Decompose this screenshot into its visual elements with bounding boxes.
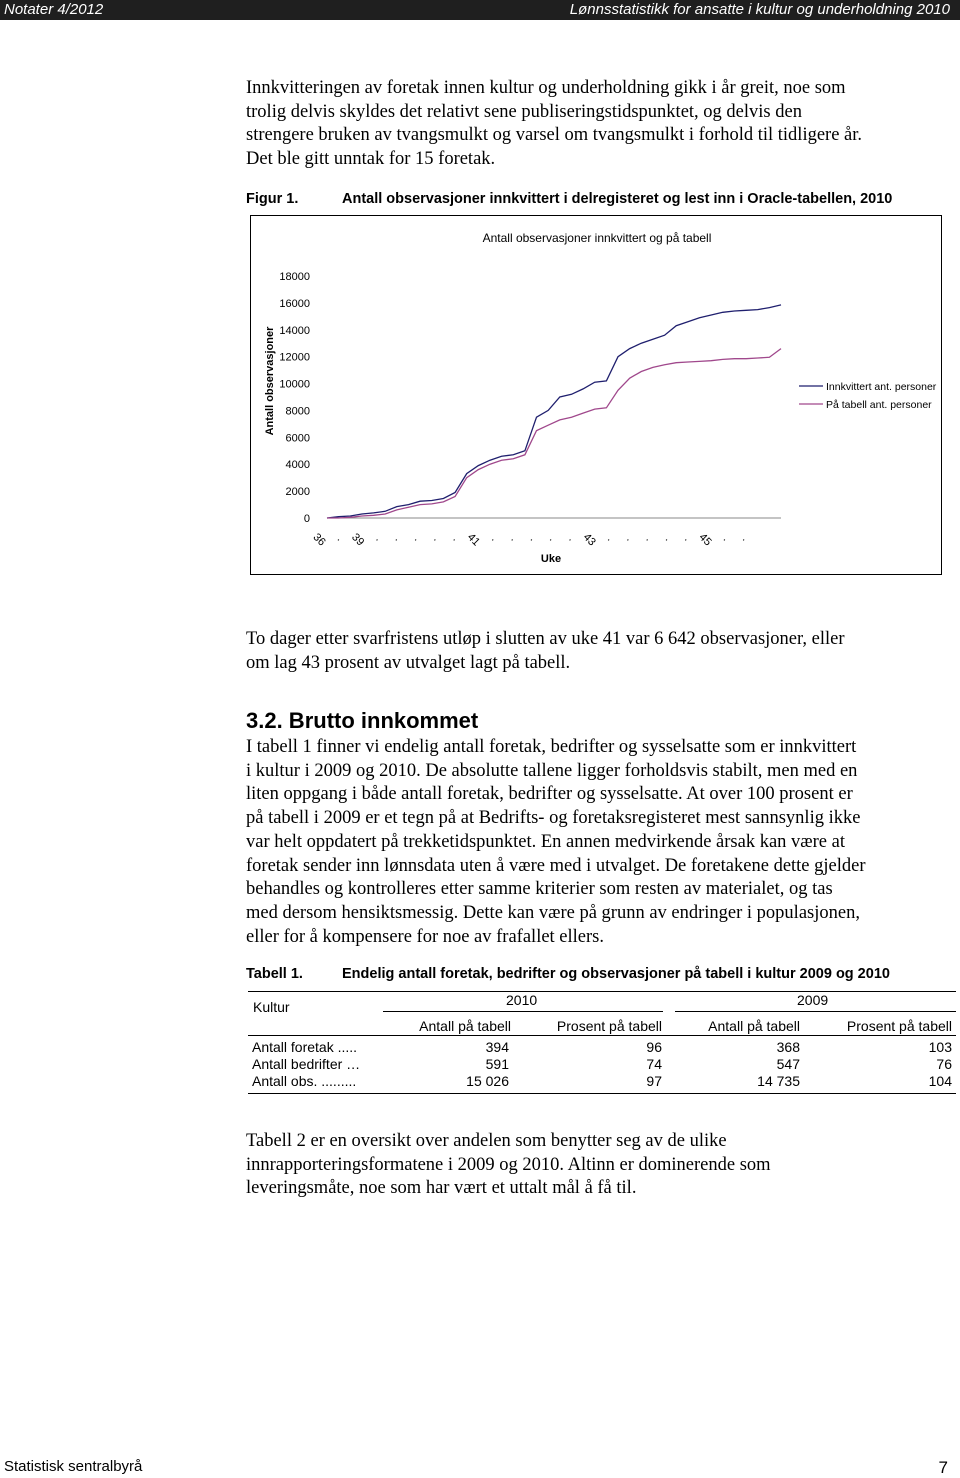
chart-legend <box>799 381 937 411</box>
text-line: om lag 43 prosent av utvalget lagt på tabell. <box>246 652 571 673</box>
y-tick-label: 12000 <box>279 351 310 364</box>
x-tick-label: · <box>603 534 615 546</box>
report-title: Lønnsstatistikk for ansatte i kultur og underholdning 2010 <box>569 1 950 18</box>
y-tick-label: 14000 <box>279 324 310 337</box>
text-line: strengere bruken av tvangsmulkt og varsel om tvangsmulkt i forhold til tidligere år. <box>246 125 863 146</box>
x-axis-label: Uke <box>540 553 562 565</box>
x-tick-label: · <box>680 534 692 546</box>
x-tick-label: · <box>564 534 576 546</box>
year-header-2009: 2009 <box>797 992 829 1008</box>
x-tick-label: 43 <box>580 531 598 549</box>
x-tick-label: · <box>718 534 730 546</box>
text-line: eller for å kompensere for noe av frafallet ellers. <box>246 926 604 947</box>
x-tick-label: · <box>371 534 383 546</box>
text-line: behandles og kontrolleres etter samme kriterier som resten av materialet, og tas <box>246 879 833 900</box>
y-tick-label: 0 <box>303 513 310 525</box>
text-line: i kultur i 2009 og 2010. De absolutte tallene ligger forholdsvis stabilt, men med en <box>246 760 858 781</box>
y-axis-label: Antall observasjoner <box>264 326 276 436</box>
text-line: leveringsmåte, noe som har vært et uttalt mål å få til. <box>246 1178 637 1199</box>
closing-paragraph <box>246 1130 946 1201</box>
y-axis-ticks <box>279 271 781 525</box>
table-cell: 591 <box>485 1056 509 1072</box>
table-number: Tabell 1. <box>246 966 303 982</box>
row-label: Antall bedrifter … <box>252 1056 361 1072</box>
text-line: I tabell 1 finner vi endelig antall foretak, bedrifter og sysselsatte som er innkvittert <box>246 737 857 757</box>
figure-title: Antall observasjoner innkvittert i delregisteret og lest inn i Oracle-tabellen, 2010 <box>342 191 893 207</box>
text-line: Det ble gitt unntak for 15 foretak. <box>246 149 496 170</box>
legend-label: På tabell ant. personer <box>826 399 932 411</box>
section-heading: 3.2. Brutto innkommet <box>246 708 479 733</box>
year-rule-2010 <box>383 1011 663 1012</box>
data-table <box>248 988 956 1096</box>
table-cell: 103 <box>928 1039 952 1055</box>
series-line <box>327 305 781 518</box>
text-line: var helt oppdatert på trekketidspunktet. En annen medvirkende årsak kan være at <box>246 831 845 852</box>
table-cell: 96 <box>646 1039 662 1055</box>
table-cell: 15 026 <box>466 1073 509 1089</box>
publication-name: Notater 4/2012 <box>4 1 104 18</box>
row-label: Antall foretak ..... <box>252 1039 358 1055</box>
page-number: 7 <box>938 1458 948 1477</box>
chart-summary-paragraph <box>246 628 946 675</box>
table-top-rule <box>248 991 956 992</box>
x-tick-label: 41 <box>464 531 483 549</box>
series-line <box>327 349 781 518</box>
section-paragraph <box>246 736 946 949</box>
y-tick-label: 10000 <box>279 378 310 391</box>
table-bottom-rule <box>248 1093 956 1094</box>
header-rule <box>248 1035 956 1036</box>
table-cell: 14 735 <box>757 1073 800 1089</box>
series-lines <box>327 305 781 518</box>
x-tick-label: · <box>545 534 557 546</box>
table-cell: 368 <box>776 1039 800 1055</box>
text-line: med dersom hensiktsmessig. Dette kan være på grunn av endringer i populasjonen, <box>246 902 860 923</box>
table-cell: 97 <box>646 1073 662 1089</box>
x-tick-label: · <box>448 534 460 546</box>
row-label: Antall obs. ......... <box>252 1073 357 1089</box>
table-cell: 394 <box>485 1039 509 1055</box>
x-axis-ticks <box>311 531 750 548</box>
x-tick-label: · <box>429 534 441 546</box>
text-line: innrapporteringsformatene i 2009 og 2010. Altinn er dominerende som <box>246 1154 771 1175</box>
text-line: trolig delvis skyldes det relativt sene publiseringstidspunktet, og delvis den <box>246 101 802 122</box>
table-cell: 104 <box>928 1073 952 1089</box>
table-cell: 76 <box>936 1056 952 1072</box>
y-tick-label: 2000 <box>285 486 310 499</box>
x-tick-label: · <box>506 534 518 546</box>
y-tick-label: 18000 <box>279 271 310 283</box>
intro-paragraph <box>246 77 946 172</box>
figure-number: Figur 1. <box>246 191 299 207</box>
x-tick-label: · <box>525 534 537 546</box>
table-title: Endelig antall foretak, bedrifter og observasjoner på tabell i kultur 2009 og 2010 <box>342 966 890 982</box>
column-header: Prosent på tabell <box>556 1018 662 1034</box>
x-tick-label: 36 <box>310 531 328 549</box>
x-tick-label: · <box>390 534 402 546</box>
x-tick-label: · <box>738 534 750 546</box>
column-header: Antall på tabell <box>708 1018 800 1034</box>
publisher-name: Statistisk sentralbyrå <box>4 1458 143 1475</box>
page-footer <box>4 1458 948 1475</box>
text-line: Innkvitteringen av foretak innen kultur og underholdning gikk i år greit, noe som <box>246 78 846 98</box>
column-header: Antall på tabell <box>419 1018 511 1034</box>
line-chart <box>251 216 943 576</box>
text-line: To dager etter svarfristens utløp i slutten av uke 41 var 6 642 observasjoner, eller <box>246 629 845 649</box>
y-tick-label: 6000 <box>285 432 310 445</box>
table-cell: 74 <box>646 1056 662 1072</box>
x-tick-label: 45 <box>696 531 714 549</box>
text-line: liten oppgang i både antall foretak, bedrifter og sysselsatte. At over 100 prosent er <box>246 784 853 805</box>
column-header: Prosent på tabell <box>846 1018 952 1034</box>
x-tick-label: · <box>410 534 422 546</box>
y-tick-label: 8000 <box>285 405 310 418</box>
x-tick-label: · <box>622 534 634 546</box>
x-tick-label: · <box>332 534 344 546</box>
x-tick-label: 39 <box>349 531 367 549</box>
chart-title: Antall observasjoner innkvittert og på tabell <box>482 231 712 245</box>
table-cell: 547 <box>776 1056 800 1072</box>
legend-label: Innkvittert ant. personer <box>826 381 937 393</box>
text-line: foretak sender inn lønnsdata uten å være med i utvalget. De foretakene dette gjelder <box>246 855 866 876</box>
x-tick-label: · <box>487 534 499 546</box>
table-stub-header: Kultur <box>253 999 290 1015</box>
text-line: på tabell i 2009 er et tegn på at Bedrifts- og foretaksregisteret mest sannsynlig ikke <box>246 808 861 829</box>
text-line: Tabell 2 er en oversikt over andelen som benytter seg av de ulike <box>246 1131 727 1151</box>
y-tick-label: 16000 <box>279 297 310 310</box>
year-rule-2009 <box>675 1011 956 1012</box>
chart-frame <box>250 215 942 575</box>
page-header <box>0 0 960 20</box>
y-tick-label: 4000 <box>285 459 310 472</box>
year-header-2010: 2010 <box>506 992 538 1008</box>
x-tick-label: · <box>660 534 673 546</box>
x-tick-label: · <box>641 534 653 546</box>
